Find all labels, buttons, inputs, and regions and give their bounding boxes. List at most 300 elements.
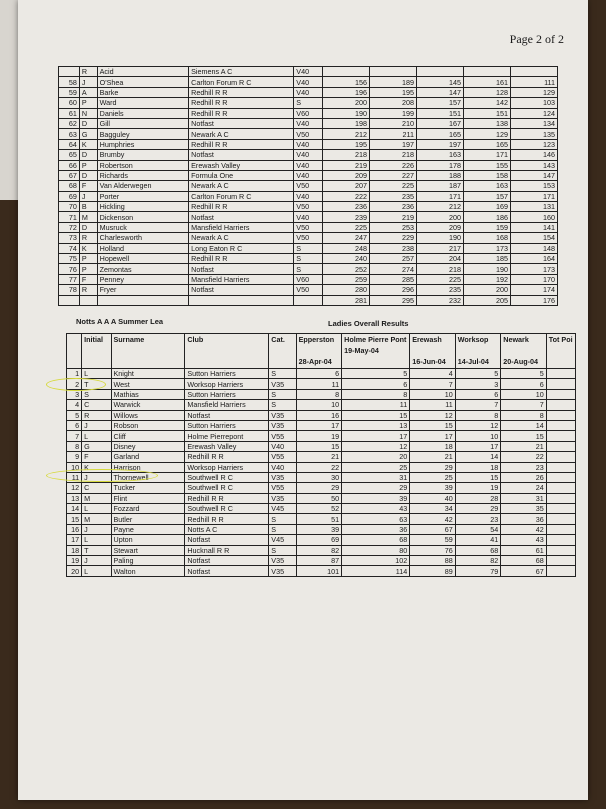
document-page xyxy=(18,0,588,800)
table-cell xyxy=(546,545,575,555)
table-cell: V40 xyxy=(269,441,296,451)
table-cell: Notts A C xyxy=(185,524,269,534)
table-cell: 171 xyxy=(464,150,511,160)
header-round-2: Holme Pierre Pont 19-May-04 xyxy=(342,334,410,369)
table-cell: 163 xyxy=(464,181,511,191)
section-title: Notts A A A Summer Lea xyxy=(76,317,164,326)
table-cell: 225 xyxy=(417,274,464,284)
table-cell: 10 xyxy=(501,389,547,399)
table-cell xyxy=(546,431,575,441)
table-cell: 165 xyxy=(464,139,511,149)
table-cell: R xyxy=(79,285,97,295)
table-cell: F xyxy=(82,452,111,462)
table-cell: 190 xyxy=(417,233,464,243)
table-cell: 222 xyxy=(323,191,370,201)
table-cell: 67 xyxy=(410,524,456,534)
table-cell: 21 xyxy=(410,452,456,462)
table-cell: 16 xyxy=(296,410,342,420)
table-cell: Redhill R R xyxy=(189,87,294,97)
table-cell: 190 xyxy=(464,264,511,274)
table-cell: 236 xyxy=(323,202,370,212)
table-cell: 200 xyxy=(464,285,511,295)
table-cell: Mansfield Harriers xyxy=(189,274,294,284)
table-cell: 8 xyxy=(67,441,82,451)
table-cell: 190 xyxy=(323,108,370,118)
table-cell: Formula One xyxy=(189,170,294,180)
table-cell: 134 xyxy=(511,118,558,128)
table-cell: 6 xyxy=(67,420,82,430)
table-cell: Southwell R C xyxy=(185,472,269,482)
table-cell: Payne xyxy=(111,524,185,534)
table-cell: Redhill R R xyxy=(185,493,269,503)
table-cell: 158 xyxy=(464,170,511,180)
table-cell: 8 xyxy=(342,389,410,399)
table-cell: 88 xyxy=(410,556,456,566)
table-cell: 143 xyxy=(511,160,558,170)
table-cell: T xyxy=(82,545,111,555)
table-cell: 19 xyxy=(296,431,342,441)
table-cell: 169 xyxy=(464,202,511,212)
table-cell: 17 xyxy=(67,535,82,545)
table-cell: M xyxy=(79,212,97,222)
table-cell xyxy=(546,410,575,420)
table-row xyxy=(67,400,576,410)
table-cell: V40 xyxy=(269,462,296,472)
table-cell: V35 xyxy=(269,493,296,503)
table-cell: 70 xyxy=(59,202,80,212)
table-cell: 31 xyxy=(342,472,410,482)
table-cell: G xyxy=(79,129,97,139)
table-cell: 23 xyxy=(501,462,547,472)
table-row xyxy=(67,493,576,503)
table-cell: Redhill R R xyxy=(189,139,294,149)
table-cell: 59 xyxy=(59,87,80,97)
table-row xyxy=(59,160,558,170)
table-cell: 102 xyxy=(342,556,410,566)
table-cell: F xyxy=(79,274,97,284)
table-cell: V55 xyxy=(269,431,296,441)
table-cell: 218 xyxy=(370,150,417,160)
table-cell: V35 xyxy=(269,379,296,389)
table-cell: 71 xyxy=(59,212,80,222)
table-cell xyxy=(546,441,575,451)
table-cell: 14 xyxy=(455,452,501,462)
table-row xyxy=(59,108,558,118)
table-cell: 22 xyxy=(501,452,547,462)
table-cell: 15 xyxy=(410,420,456,430)
table-cell: 74 xyxy=(59,243,80,253)
table-cell xyxy=(323,67,370,77)
table-cell: 171 xyxy=(511,191,558,201)
table-cell: V40 xyxy=(294,212,323,222)
table-cell: 212 xyxy=(323,129,370,139)
table-cell: 238 xyxy=(370,243,417,253)
table-cell: 153 xyxy=(511,181,558,191)
table-cell: 168 xyxy=(464,233,511,243)
table-cell: 160 xyxy=(511,212,558,222)
table-cell: 188 xyxy=(417,170,464,180)
table-cell: Dickenson xyxy=(97,212,189,222)
table-cell: Erewash Valley xyxy=(189,160,294,170)
table-cell: 208 xyxy=(370,98,417,108)
table-cell: 296 xyxy=(370,285,417,295)
table-cell: D xyxy=(79,170,97,180)
table-row xyxy=(59,285,558,295)
table-row xyxy=(59,254,558,264)
table-cell xyxy=(546,535,575,545)
table-cell: Notfast xyxy=(189,212,294,222)
table-cell: Holme Pierrepont xyxy=(185,431,269,441)
table-cell: 14 xyxy=(501,420,547,430)
table-cell: 154 xyxy=(511,233,558,243)
table-cell: 78 xyxy=(59,285,80,295)
table-cell: Richards xyxy=(97,170,189,180)
table-cell: 157 xyxy=(464,191,511,201)
table-cell: Robson xyxy=(111,420,185,430)
table-cell: 5 xyxy=(67,410,82,420)
ladies-results-table xyxy=(66,333,576,577)
table-cell: L xyxy=(82,535,111,545)
table-cell: 8 xyxy=(455,410,501,420)
table-cell xyxy=(546,369,575,379)
table-cell: 77 xyxy=(59,274,80,284)
table-cell: 141 xyxy=(511,222,558,232)
table-cell: 197 xyxy=(417,139,464,149)
table-cell: 11 xyxy=(67,472,82,482)
table-row xyxy=(59,191,558,201)
table-cell: V55 xyxy=(269,452,296,462)
table-cell: S xyxy=(294,264,323,274)
table-cell: Acid xyxy=(97,67,189,77)
table-row xyxy=(67,524,576,534)
table-cell: Notfast xyxy=(189,150,294,160)
table-cell xyxy=(546,566,575,576)
table-cell: 52 xyxy=(296,504,342,514)
table-cell: 227 xyxy=(370,170,417,180)
table-cell: 68 xyxy=(342,535,410,545)
table-cell: 63 xyxy=(59,129,80,139)
table-cell: 199 xyxy=(370,108,417,118)
table-cell: 76 xyxy=(59,264,80,274)
table-cell: Mansfield Harriers xyxy=(189,222,294,232)
table-cell: D xyxy=(79,118,97,128)
table-cell: K xyxy=(79,139,97,149)
table-cell: 10 xyxy=(455,431,501,441)
table-cell: Redhill R R xyxy=(185,452,269,462)
table-cell: 187 xyxy=(417,181,464,191)
table-cell: West xyxy=(111,379,185,389)
table-row xyxy=(67,566,576,576)
table-cell: 18 xyxy=(455,462,501,472)
table-cell: 124 xyxy=(511,108,558,118)
table-cell: Siemens A C xyxy=(189,67,294,77)
table-cell: 11 xyxy=(410,400,456,410)
table-cell: Barke xyxy=(97,87,189,97)
table-cell: Hucknall R R xyxy=(185,545,269,555)
table-cell: S xyxy=(269,524,296,534)
table-cell: 1 xyxy=(67,369,82,379)
table-cell: Charlesworth xyxy=(97,233,189,243)
table-cell: 240 xyxy=(323,254,370,264)
table-cell: L xyxy=(82,504,111,514)
highlight-circle xyxy=(46,378,106,391)
table-row xyxy=(67,410,576,420)
table-cell: F xyxy=(79,181,97,191)
table-cell: Warwick xyxy=(111,400,185,410)
table-cell: 62 xyxy=(59,118,80,128)
table-cell: Zemontas xyxy=(97,264,189,274)
table-cell: 195 xyxy=(323,139,370,149)
table-cell: 41 xyxy=(455,535,501,545)
table-cell: 235 xyxy=(417,285,464,295)
table-cell: 167 xyxy=(417,118,464,128)
table-cell: 51 xyxy=(296,514,342,524)
table-cell xyxy=(546,514,575,524)
table-cell: 7 xyxy=(455,400,501,410)
table-cell: Hopewell xyxy=(97,254,189,264)
table-row xyxy=(59,150,558,160)
table-row xyxy=(59,264,558,274)
table-cell: Gill xyxy=(97,118,189,128)
table-cell xyxy=(546,420,575,430)
table-cell: Tucker xyxy=(111,483,185,493)
table-cell: O'Shea xyxy=(97,77,189,87)
table-cell: V40 xyxy=(294,150,323,160)
highlight-circle xyxy=(46,469,158,482)
table-cell: 176 xyxy=(511,295,558,305)
table-cell: 68 xyxy=(455,545,501,555)
header-club: Club xyxy=(185,334,269,369)
table-cell: 210 xyxy=(370,118,417,128)
table-cell: 285 xyxy=(370,274,417,284)
table-cell: 196 xyxy=(323,87,370,97)
table-cell: Notfast xyxy=(189,264,294,274)
table-cell: P xyxy=(79,264,97,274)
table-cell: P xyxy=(79,254,97,264)
table-cell xyxy=(546,389,575,399)
table-cell: Worksop Harriers xyxy=(185,379,269,389)
table-row xyxy=(67,431,576,441)
table-cell: 36 xyxy=(501,514,547,524)
table-cell: 40 xyxy=(410,493,456,503)
table-cell: Sutton Harriers xyxy=(185,389,269,399)
table-row xyxy=(67,441,576,451)
table-cell: 217 xyxy=(417,243,464,253)
table-cell: 58 xyxy=(59,77,80,87)
table-cell: 60 xyxy=(59,98,80,108)
table-cell: 200 xyxy=(323,98,370,108)
table-cell xyxy=(370,67,417,77)
table-cell: V40 xyxy=(294,67,323,77)
table-cell: 17 xyxy=(455,441,501,451)
table-cell: V40 xyxy=(294,160,323,170)
table-cell: Carlton Forum R C xyxy=(189,77,294,87)
table-cell: 29 xyxy=(342,483,410,493)
table-cell: 43 xyxy=(342,504,410,514)
table-cell: J xyxy=(82,524,111,534)
table-cell: 165 xyxy=(417,129,464,139)
table-cell: 35 xyxy=(501,504,547,514)
table-cell: 68 xyxy=(501,556,547,566)
table-row xyxy=(59,118,558,128)
table-cell: 138 xyxy=(464,118,511,128)
table-cell xyxy=(79,295,97,305)
table-cell: 66 xyxy=(59,160,80,170)
table-cell: S xyxy=(294,243,323,253)
table-cell: 82 xyxy=(455,556,501,566)
table-cell: V35 xyxy=(269,420,296,430)
table-cell: 295 xyxy=(370,295,417,305)
table-cell: C xyxy=(82,483,111,493)
table-cell: 34 xyxy=(410,504,456,514)
table-cell: 67 xyxy=(59,170,80,180)
table-cell: 151 xyxy=(464,108,511,118)
table-row xyxy=(67,545,576,555)
table-cell xyxy=(97,295,189,305)
table-cell: Mathias xyxy=(111,389,185,399)
table-cell xyxy=(511,67,558,77)
table-row xyxy=(67,369,576,379)
table-cell: 236 xyxy=(370,202,417,212)
table-cell: 50 xyxy=(296,493,342,503)
table-cell: 79 xyxy=(455,566,501,576)
header-surname: Surname xyxy=(111,334,185,369)
table-cell: 87 xyxy=(296,556,342,566)
table-cell: 13 xyxy=(342,420,410,430)
table-cell: 15 xyxy=(455,472,501,482)
table-cell: C xyxy=(82,400,111,410)
table-row xyxy=(67,504,576,514)
table-cell: 68 xyxy=(59,181,80,191)
table-cell: Mansfield Harriers xyxy=(185,400,269,410)
table-cell: 219 xyxy=(323,160,370,170)
table-cell: 89 xyxy=(410,566,456,576)
table-cell: Notfast xyxy=(185,566,269,576)
table-cell: 29 xyxy=(296,483,342,493)
table-cell: P xyxy=(79,160,97,170)
table-row xyxy=(59,170,558,180)
table-cell xyxy=(546,493,575,503)
table-row xyxy=(67,483,576,493)
table-cell: R xyxy=(79,67,97,77)
table-cell: Upton xyxy=(111,535,185,545)
table-cell: 198 xyxy=(323,118,370,128)
table-cell xyxy=(546,524,575,534)
table-cell: Notfast xyxy=(185,535,269,545)
table-cell: 173 xyxy=(464,243,511,253)
table-cell: J xyxy=(79,77,97,87)
table-cell: S xyxy=(294,254,323,264)
table-cell: 42 xyxy=(501,524,547,534)
table-cell: V35 xyxy=(269,472,296,482)
table-cell: 18 xyxy=(410,441,456,451)
table-cell: 7 xyxy=(501,400,547,410)
table-cell: Willows xyxy=(111,410,185,420)
table-cell: K xyxy=(82,462,111,472)
table-cell: Penney xyxy=(97,274,189,284)
table-cell: 151 xyxy=(417,108,464,118)
table-cell: 111 xyxy=(511,77,558,87)
table-cell: 20 xyxy=(342,452,410,462)
table-cell: 159 xyxy=(464,222,511,232)
table-cell xyxy=(546,462,575,472)
table-cell: 29 xyxy=(410,462,456,472)
table-row xyxy=(59,181,558,191)
table-cell: 15 xyxy=(67,514,82,524)
table-cell: Southwell R C xyxy=(185,504,269,514)
table-cell: Notfast xyxy=(189,118,294,128)
table-cell: J xyxy=(79,191,97,201)
table-cell: 17 xyxy=(410,431,456,441)
table-cell: 10 xyxy=(296,400,342,410)
table-cell: Worksop Harriers xyxy=(185,462,269,472)
table-cell: 11 xyxy=(342,400,410,410)
table-cell: 218 xyxy=(323,150,370,160)
table-cell: D xyxy=(79,150,97,160)
table-cell: 171 xyxy=(417,191,464,201)
table-cell: Newark A C xyxy=(189,129,294,139)
table-cell: 211 xyxy=(370,129,417,139)
table-cell: G xyxy=(82,441,111,451)
table-cell: 103 xyxy=(511,98,558,108)
table-cell: Fryer xyxy=(97,285,189,295)
table-cell: Bagguley xyxy=(97,129,189,139)
table-cell: B xyxy=(79,202,97,212)
table-cell: 43 xyxy=(501,535,547,545)
table-cell: 21 xyxy=(501,441,547,451)
table-cell: 69 xyxy=(59,191,80,201)
table-cell: 17 xyxy=(296,420,342,430)
table-cell: Cliff xyxy=(111,431,185,441)
table-cell: Fozzard xyxy=(111,504,185,514)
table-cell: 13 xyxy=(67,493,82,503)
table-cell: Disney xyxy=(111,441,185,451)
table-cell: 39 xyxy=(342,493,410,503)
table-cell: 170 xyxy=(511,274,558,284)
table-cell: V40 xyxy=(294,191,323,201)
table-cell: 16 xyxy=(67,524,82,534)
table-cell: 18 xyxy=(67,545,82,555)
table-cell: 147 xyxy=(511,170,558,180)
table-cell: 114 xyxy=(342,566,410,576)
table-cell: 25 xyxy=(410,472,456,482)
table-cell: 257 xyxy=(370,254,417,264)
table-cell: 63 xyxy=(342,514,410,524)
table-cell: V40 xyxy=(294,87,323,97)
table-cell: V35 xyxy=(269,410,296,420)
table-cell: Harrison xyxy=(111,462,185,472)
table-cell: V45 xyxy=(269,535,296,545)
table-cell: V50 xyxy=(294,202,323,212)
table-row xyxy=(67,389,576,399)
table-cell: 9 xyxy=(67,452,82,462)
table-cell xyxy=(464,67,511,77)
table-cell: 36 xyxy=(342,524,410,534)
table-cell: V40 xyxy=(294,77,323,87)
table-row xyxy=(59,87,558,97)
table-cell: 22 xyxy=(296,462,342,472)
table-cell: Holland xyxy=(97,243,189,253)
table-cell: 23 xyxy=(455,514,501,524)
table-cell: 11 xyxy=(296,379,342,389)
table-cell: S xyxy=(269,514,296,524)
table-cell: 29 xyxy=(455,504,501,514)
table-cell: V50 xyxy=(294,285,323,295)
table-cell: T xyxy=(82,379,111,389)
table-cell: 14 xyxy=(67,504,82,514)
table-cell: 67 xyxy=(501,566,547,576)
table-row xyxy=(59,233,558,243)
